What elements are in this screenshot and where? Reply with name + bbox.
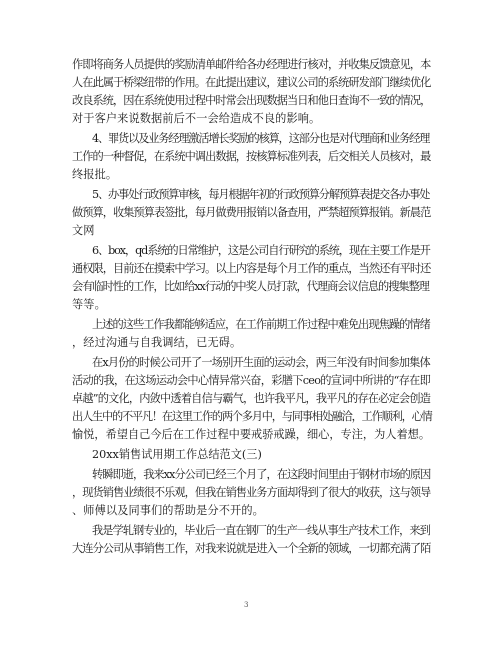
body-line-2: 人在此属于桥梁纽带的作用。在此提出建议，建议公司的系统研发部门继续优化	[72, 76, 431, 89]
body-line-7: 终报批。	[72, 168, 118, 181]
body-line-12: 通权限，目前还在摸索中学习。以上内容是每个月工作的重点，当然还有平时还	[72, 262, 431, 275]
section-heading: 20xx销售试用期工作总结范文(三)	[92, 448, 262, 461]
body-line-8: 5、办事处行政预算审核，每月根据年初的行政预算分解预算表提交各办事处	[92, 188, 430, 201]
body-line-10: 文网	[72, 224, 95, 237]
body-line-19: 卓越”的文化，内敛中透着自信与霸气，也许我平凡，我平凡的存在必定会创造	[72, 392, 431, 405]
body-line-24: 、师傅以及同事们的帮助是分不开的。	[72, 504, 264, 517]
body-line-11: 6、box，qd系统的日常维护，这是公司自行研究的系统，现在主要工作是开	[92, 244, 430, 257]
body-line-5: 4、罪货以及业务经理激活增长奖励的核算，这部分也是对代理商和业务经理	[92, 132, 430, 145]
body-line-16: ，经过沟通与自我调结，已无碍。	[72, 336, 242, 349]
body-line-14: 等等。	[72, 298, 106, 311]
body-line-15: 上述的这些工作我都能够适应，在工作前期工作过程中难免出现焦躁的情绪	[92, 318, 430, 331]
page-number: 3	[244, 601, 249, 609]
body-line-26: 大连分公司从事销售工作，对我来说就是进入一个全新的领域，一切都充满了陌	[72, 542, 431, 555]
body-line-25: 我是学轧钢专业的，毕业后一直在钢厂的生产一线从事生产技术工作，来到	[92, 524, 430, 537]
body-line-1: 作即将商务人员提供的奖励清单邮件给各办经理进行核对，并收集反馈意见，本	[72, 58, 431, 71]
body-line-20: 出人生中的不平凡！在这里工作的两个多月中，与同事相处融洽，工作顺利，心情	[72, 410, 432, 423]
body-line-18: 活动的我，在这场运动会中心情异常兴奋，彩膳下ceo的宣词中所讲的“存在即	[72, 374, 431, 387]
body-line-13: 会有临时性的工作，比如给xx行动的中奖人员打款，代理商会议信息的搜集整理	[72, 280, 429, 293]
body-line-4: 对于客户来说数据前后不一会给造成不良的影响。	[72, 112, 321, 125]
body-line-9: 做预算，收集预算表签批，每月做费用报销以备查用，严禁超预算报销。新晨范	[72, 206, 431, 219]
body-line-23: ，现货销售业绩很不乐观，但我在销售业务方面却得到了很大的收获，这与领导	[72, 486, 431, 499]
body-line-22: 转瞬即逝，我来xx分公司已经三个月了，在这段时间里由于钢材市场的原因	[92, 468, 431, 481]
body-line-17: 在x月份的时候公司开了一场别开生面的运动会，两三年没有时间参加集体	[92, 356, 430, 369]
body-line-21: 愉悦，希望自己今后在工作过程中要戒骄戒躁，细心，专注，为人着想。	[72, 428, 431, 441]
body-line-3: 改良系统，因在系统使用过程中时常会出现数据当日和他日查询不一致的情况，	[72, 94, 431, 107]
body-line-6: 工作的一种督促，在系统中调出数据，按核算标准列表，后交相关人员核对，最	[72, 150, 431, 163]
